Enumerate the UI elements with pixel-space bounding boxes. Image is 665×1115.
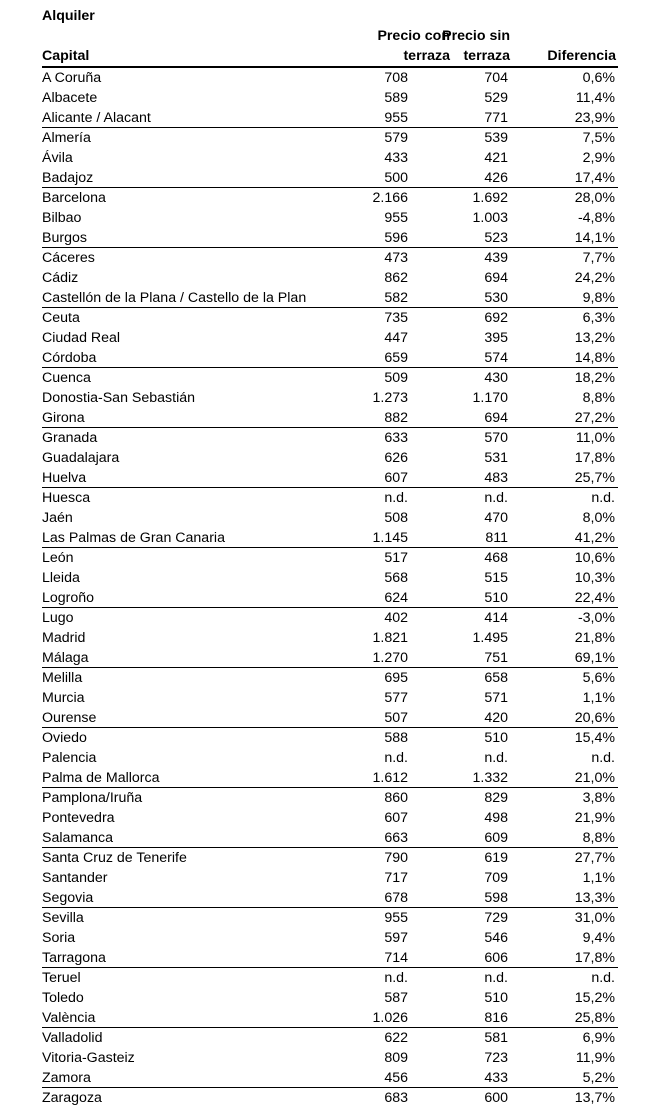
header-precio-con-terraza <box>377 26 450 66</box>
cell-precio-sin-terraza: 704 <box>484 70 508 86</box>
cell-precio-con-terraza: 1.270 <box>372 650 408 666</box>
table-row <box>42 808 618 828</box>
cell-precio-con-terraza: 862 <box>384 270 408 286</box>
cell-precio-con-terraza: 1.821 <box>372 630 408 646</box>
cell-capital: Castellón de la Plana / Castello de la Plan <box>42 290 307 306</box>
cell-precio-con-terraza: 577 <box>384 690 408 706</box>
cell-capital: Melilla <box>42 670 83 686</box>
cell-precio-sin-terraza: 421 <box>484 150 508 166</box>
cell-diferencia: n.d. <box>591 750 615 766</box>
cell-capital: Murcia <box>42 690 85 706</box>
cell-capital: Pontevedra <box>42 810 115 826</box>
table-row <box>42 1088 618 1108</box>
cell-diferencia: 5,2% <box>582 1070 615 1086</box>
cell-precio-con-terraza: 809 <box>384 1050 408 1066</box>
table-row <box>42 768 618 788</box>
cell-capital: Lugo <box>42 610 74 626</box>
cell-diferencia: 28,0% <box>574 190 615 206</box>
cell-diferencia: 21,9% <box>574 810 615 826</box>
cell-precio-con-terraza: 663 <box>384 830 408 846</box>
header-precio-con-line2: terraza <box>403 48 450 64</box>
cell-precio-con-terraza: 683 <box>384 1090 408 1106</box>
table-row <box>42 868 618 888</box>
cell-precio-sin-terraza: 470 <box>484 510 508 526</box>
cell-diferencia: 14,8% <box>574 350 615 366</box>
cell-precio-sin-terraza: 709 <box>484 870 508 886</box>
cell-precio-sin-terraza: 600 <box>484 1090 508 1106</box>
cell-diferencia: 0,6% <box>582 70 615 86</box>
cell-capital: Jaén <box>42 510 73 526</box>
cell-capital: València <box>42 1010 96 1026</box>
cell-capital: Málaga <box>42 650 89 666</box>
cell-precio-con-terraza: 568 <box>384 570 408 586</box>
cell-precio-sin-terraza: 546 <box>484 930 508 946</box>
cell-precio-con-terraza: 597 <box>384 930 408 946</box>
cell-precio-con-terraza: n.d. <box>384 750 408 766</box>
cell-capital: Cádiz <box>42 270 79 286</box>
cell-precio-sin-terraza: 1.692 <box>472 190 508 206</box>
cell-capital: Las Palmas de Gran Canaria <box>42 530 225 546</box>
cell-capital: Zaragoza <box>42 1090 102 1106</box>
cell-precio-con-terraza: 735 <box>384 310 408 326</box>
cell-diferencia: 7,5% <box>582 130 615 146</box>
cell-precio-con-terraza: 447 <box>384 330 408 346</box>
cell-diferencia: n.d. <box>591 970 615 986</box>
cell-precio-con-terraza: 1.612 <box>372 770 408 786</box>
cell-capital: Girona <box>42 410 85 426</box>
table-row <box>42 1048 618 1068</box>
cell-precio-sin-terraza: 1.495 <box>472 630 508 646</box>
cell-diferencia: 6,3% <box>582 310 615 326</box>
cell-precio-sin-terraza: 529 <box>484 90 508 106</box>
cell-diferencia: 20,6% <box>574 710 615 726</box>
table-row <box>42 68 618 88</box>
cell-diferencia: 25,8% <box>574 1010 615 1026</box>
cell-precio-sin-terraza: 811 <box>485 530 508 546</box>
table-row <box>42 888 618 908</box>
cell-precio-sin-terraza: 829 <box>484 790 508 806</box>
table-row <box>42 708 618 728</box>
table-row <box>42 388 618 408</box>
cell-capital: Palencia <box>42 750 97 766</box>
cell-diferencia: 9,8% <box>582 290 615 306</box>
cell-precio-con-terraza: 456 <box>384 1070 408 1086</box>
cell-diferencia: 6,9% <box>582 1030 615 1046</box>
cell-precio-sin-terraza: 723 <box>484 1050 508 1066</box>
table-row <box>42 668 618 688</box>
cell-precio-con-terraza: n.d. <box>384 490 408 506</box>
table-row <box>42 848 618 868</box>
header-precio-sin-line2: terraza <box>463 48 510 64</box>
cell-capital: Huelva <box>42 470 87 486</box>
cell-capital: Valladolid <box>42 1030 103 1046</box>
cell-precio-sin-terraza: n.d. <box>484 750 508 766</box>
table-row <box>42 588 618 608</box>
cell-precio-con-terraza: 955 <box>384 210 408 226</box>
cell-precio-con-terraza: 626 <box>384 450 408 466</box>
cell-precio-sin-terraza: 539 <box>484 130 508 146</box>
cell-capital: Zamora <box>42 1070 91 1086</box>
table-row <box>42 328 618 348</box>
cell-precio-sin-terraza: 609 <box>484 830 508 846</box>
cell-diferencia: 8,8% <box>582 390 615 406</box>
cell-precio-sin-terraza: 510 <box>484 590 508 606</box>
table-row <box>42 568 618 588</box>
cell-capital: Huesca <box>42 490 91 506</box>
table-row <box>42 188 618 208</box>
table-row <box>42 548 618 568</box>
table-row <box>42 308 618 328</box>
cell-precio-con-terraza: 717 <box>384 870 408 886</box>
cell-capital: Palma de Mallorca <box>42 770 160 786</box>
cell-diferencia: 22,4% <box>574 590 615 606</box>
cell-precio-con-terraza: 1.145 <box>372 530 408 546</box>
cell-diferencia: 1,1% <box>582 690 615 706</box>
cell-precio-sin-terraza: 1.332 <box>472 770 508 786</box>
cell-precio-con-terraza: 1.273 <box>372 390 408 406</box>
cell-precio-sin-terraza: 510 <box>484 990 508 1006</box>
cell-precio-con-terraza: 708 <box>384 70 408 86</box>
cell-precio-con-terraza: 695 <box>384 670 408 686</box>
cell-precio-con-terraza: 582 <box>384 290 408 306</box>
cell-diferencia: 41,2% <box>574 530 615 546</box>
cell-capital: Alicante / Alacant <box>42 110 151 126</box>
cell-capital: Donostia-San Sebastián <box>42 390 196 406</box>
cell-precio-sin-terraza: 816 <box>484 1010 508 1026</box>
table-row <box>42 648 618 668</box>
cell-precio-sin-terraza: 694 <box>484 410 508 426</box>
cell-capital: Toledo <box>42 990 84 1006</box>
table-row <box>42 688 618 708</box>
table-row <box>42 628 618 648</box>
cell-precio-con-terraza: 433 <box>384 150 408 166</box>
cell-precio-sin-terraza: 498 <box>484 810 508 826</box>
cell-precio-sin-terraza: 414 <box>484 610 508 626</box>
cell-diferencia: 2,9% <box>582 150 615 166</box>
cell-precio-con-terraza: 2.166 <box>372 190 408 206</box>
cell-diferencia: 11,4% <box>575 90 615 106</box>
cell-diferencia: 10,3% <box>574 570 615 586</box>
cell-precio-sin-terraza: n.d. <box>484 970 508 986</box>
table-row <box>42 608 618 628</box>
cell-capital: Ceuta <box>42 310 80 326</box>
cell-diferencia: 13,3% <box>574 890 615 906</box>
cell-diferencia: 8,8% <box>582 830 615 846</box>
table-row <box>42 1008 618 1028</box>
cell-capital: Soria <box>42 930 76 946</box>
cell-capital: Granada <box>42 430 98 446</box>
cell-precio-sin-terraza: 574 <box>484 350 508 366</box>
cell-capital: Cáceres <box>42 250 95 266</box>
table-row <box>42 448 618 468</box>
cell-precio-con-terraza: 596 <box>384 230 408 246</box>
table-row <box>42 1068 618 1088</box>
cell-capital: Teruel <box>42 970 81 986</box>
cell-precio-sin-terraza: 692 <box>484 310 508 326</box>
cell-precio-con-terraza: 473 <box>384 250 408 266</box>
table-row <box>42 508 618 528</box>
table-row <box>42 788 618 808</box>
table-row <box>42 1028 618 1048</box>
cell-diferencia: 5,6% <box>582 670 615 686</box>
table-row <box>42 148 618 168</box>
cell-precio-sin-terraza: 426 <box>484 170 508 186</box>
cell-precio-con-terraza: 579 <box>384 130 408 146</box>
table-row <box>42 368 618 388</box>
cell-diferencia: 3,8% <box>582 790 615 806</box>
cell-capital: Tarragona <box>42 950 106 966</box>
cell-precio-con-terraza: n.d. <box>384 970 408 986</box>
table-row <box>42 168 618 188</box>
cell-precio-con-terraza: 500 <box>384 170 408 186</box>
cell-precio-con-terraza: 633 <box>384 430 408 446</box>
cell-precio-con-terraza: 882 <box>384 410 408 426</box>
cell-diferencia: 17,8% <box>574 950 615 966</box>
cell-precio-sin-terraza: 523 <box>484 230 508 246</box>
header-precio-sin-terraza <box>442 26 510 66</box>
cell-diferencia: 15,2% <box>574 990 615 1006</box>
cell-diferencia: 14,1% <box>574 230 615 246</box>
cell-diferencia: 8,0% <box>582 510 615 526</box>
cell-diferencia: 21,0% <box>574 770 615 786</box>
header-precio-sin-line1: Precio sin <box>442 28 510 44</box>
cell-diferencia: 11,0% <box>575 430 615 446</box>
cell-precio-con-terraza: 589 <box>384 90 408 106</box>
cell-precio-con-terraza: 607 <box>384 470 408 486</box>
cell-precio-sin-terraza: 751 <box>484 650 508 666</box>
cell-capital: Ourense <box>42 710 97 726</box>
cell-precio-sin-terraza: 1.003 <box>472 210 508 226</box>
cell-capital: Barcelona <box>42 190 106 206</box>
cell-precio-con-terraza: 624 <box>384 590 408 606</box>
cell-diferencia: 13,2% <box>574 330 615 346</box>
table-row <box>42 748 618 768</box>
cell-diferencia: -4,8% <box>577 210 615 226</box>
cell-diferencia: -3,0% <box>577 610 615 626</box>
cell-precio-sin-terraza: 1.170 <box>472 390 508 406</box>
cell-capital: Guadalajara <box>42 450 120 466</box>
cell-precio-sin-terraza: 619 <box>484 850 508 866</box>
table-row <box>42 428 618 448</box>
cell-precio-con-terraza: 955 <box>384 910 408 926</box>
cell-precio-sin-terraza: 420 <box>484 710 508 726</box>
table-row <box>42 208 618 228</box>
table-row <box>42 228 618 248</box>
table-body <box>42 68 618 1108</box>
cell-precio-con-terraza: 1.026 <box>372 1010 408 1026</box>
cell-precio-con-terraza: 509 <box>384 370 408 386</box>
table-row <box>42 468 618 488</box>
cell-diferencia: n.d. <box>591 490 615 506</box>
cell-precio-sin-terraza: 531 <box>484 450 508 466</box>
table-row <box>42 828 618 848</box>
cell-diferencia: 9,4% <box>582 930 615 946</box>
cell-capital: Almería <box>42 130 91 146</box>
cell-precio-sin-terraza: 483 <box>484 470 508 486</box>
cell-diferencia: 31,0% <box>574 910 615 926</box>
cell-capital: Burgos <box>42 230 87 246</box>
cell-precio-sin-terraza: 694 <box>484 270 508 286</box>
cell-precio-con-terraza: 588 <box>384 730 408 746</box>
cell-diferencia: 18,2% <box>574 370 615 386</box>
cell-capital: Santa Cruz de Tenerife <box>42 850 187 866</box>
table-row <box>42 88 618 108</box>
cell-precio-sin-terraza: 515 <box>484 570 508 586</box>
table-row <box>42 968 618 988</box>
cell-diferencia: 17,4% <box>574 170 615 186</box>
cell-precio-sin-terraza: n.d. <box>484 490 508 506</box>
cell-precio-con-terraza: 402 <box>384 610 408 626</box>
cell-capital: Lleida <box>42 570 80 586</box>
cell-diferencia: 25,7% <box>574 470 615 486</box>
cell-capital: Cuenca <box>42 370 91 386</box>
cell-diferencia: 1,1% <box>582 870 615 886</box>
cell-precio-sin-terraza: 530 <box>484 290 508 306</box>
cell-precio-con-terraza: 860 <box>384 790 408 806</box>
table-row <box>42 488 618 508</box>
cell-precio-sin-terraza: 581 <box>484 1030 508 1046</box>
cell-diferencia: 17,8% <box>574 450 615 466</box>
cell-precio-con-terraza: 955 <box>384 110 408 126</box>
cell-capital: Vitoria-Gasteiz <box>42 1050 135 1066</box>
cell-precio-con-terraza: 790 <box>384 850 408 866</box>
cell-precio-con-terraza: 507 <box>384 710 408 726</box>
cell-precio-con-terraza: 508 <box>384 510 408 526</box>
cell-diferencia: 27,7% <box>574 850 615 866</box>
cell-diferencia: 11,9% <box>575 1050 615 1066</box>
cell-precio-con-terraza: 587 <box>384 990 408 1006</box>
cell-precio-sin-terraza: 430 <box>484 370 508 386</box>
cell-capital: Madrid <box>42 630 86 646</box>
table-row <box>42 408 618 428</box>
cell-precio-con-terraza: 607 <box>384 810 408 826</box>
cell-diferencia: 10,6% <box>574 550 615 566</box>
cell-precio-con-terraza: 714 <box>384 950 408 966</box>
header-precio-con-line1: Precio con <box>377 28 450 44</box>
table-row <box>42 528 618 548</box>
table-header <box>42 28 618 68</box>
cell-capital: Ávila <box>42 150 73 166</box>
cell-precio-sin-terraza: 658 <box>484 670 508 686</box>
table-row <box>42 128 618 148</box>
table-title: Alquiler <box>42 8 95 24</box>
cell-diferencia: 7,7% <box>582 250 615 266</box>
cell-precio-sin-terraza: 395 <box>484 330 508 346</box>
cell-capital: Salamanca <box>42 830 113 846</box>
cell-capital: Córdoba <box>42 350 97 366</box>
table-row <box>42 268 618 288</box>
cell-precio-sin-terraza: 729 <box>484 910 508 926</box>
table-row <box>42 988 618 1008</box>
cell-capital: León <box>42 550 74 566</box>
table-row <box>42 248 618 268</box>
table-row <box>42 108 618 128</box>
cell-precio-sin-terraza: 439 <box>484 250 508 266</box>
cell-capital: Albacete <box>42 90 98 106</box>
cell-precio-sin-terraza: 468 <box>484 550 508 566</box>
table-row <box>42 728 618 748</box>
cell-precio-con-terraza: 517 <box>384 550 408 566</box>
cell-precio-sin-terraza: 433 <box>484 1070 508 1086</box>
header-capital: Capital <box>42 48 90 64</box>
table-row <box>42 348 618 368</box>
cell-precio-sin-terraza: 570 <box>484 430 508 446</box>
cell-precio-sin-terraza: 571 <box>484 690 508 706</box>
cell-capital: Badajoz <box>42 170 94 186</box>
table-row <box>42 288 618 308</box>
cell-precio-con-terraza: 678 <box>384 890 408 906</box>
cell-capital: Sevilla <box>42 910 84 926</box>
cell-diferencia: 27,2% <box>574 410 615 426</box>
cell-capital: Ciudad Real <box>42 330 121 346</box>
cell-capital: Santander <box>42 870 108 886</box>
cell-capital: A Coruña <box>42 70 102 86</box>
cell-precio-sin-terraza: 598 <box>484 890 508 906</box>
cell-diferencia: 15,4% <box>574 730 615 746</box>
cell-capital: Segovia <box>42 890 94 906</box>
cell-diferencia: 13,7% <box>574 1090 615 1106</box>
cell-capital: Pamplona/Iruña <box>42 790 143 806</box>
table-row <box>42 948 618 968</box>
table-row <box>42 928 618 948</box>
cell-precio-sin-terraza: 771 <box>484 110 508 126</box>
cell-diferencia: 24,2% <box>574 270 615 286</box>
cell-capital: Oviedo <box>42 730 87 746</box>
cell-precio-sin-terraza: 510 <box>484 730 508 746</box>
cell-capital: Logroño <box>42 590 95 606</box>
cell-capital: Bilbao <box>42 210 82 226</box>
cell-diferencia: 23,9% <box>574 110 615 126</box>
cell-precio-con-terraza: 659 <box>384 350 408 366</box>
header-diferencia: Diferencia <box>547 48 616 64</box>
cell-diferencia: 69,1% <box>574 650 615 666</box>
cell-precio-con-terraza: 622 <box>384 1030 408 1046</box>
cell-diferencia: 21,8% <box>574 630 615 646</box>
table-row <box>42 908 618 928</box>
cell-precio-sin-terraza: 606 <box>484 950 508 966</box>
